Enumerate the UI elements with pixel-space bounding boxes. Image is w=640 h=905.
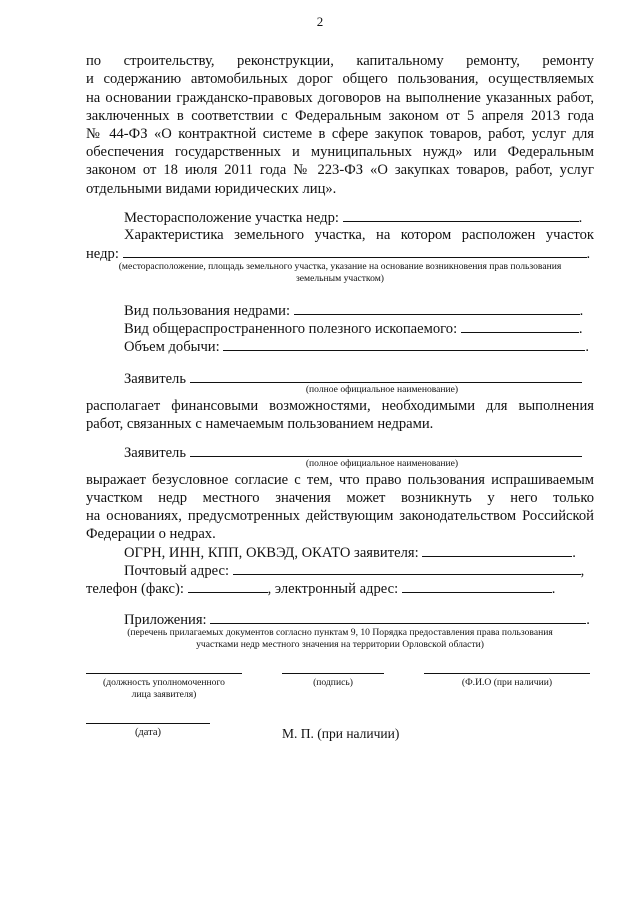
land-note-line-2: земельным участком) [296, 273, 384, 284]
mineral-label: Вид общераспространенного полезного ископаемого: [124, 321, 458, 337]
contacts-row: телефон (факс): , электронный адрес: . [86, 581, 556, 597]
position-caption-line-1: (должность уполномоченного [103, 677, 225, 688]
position-line[interactable] [86, 673, 242, 674]
fio-line[interactable] [424, 673, 590, 674]
finance-line: располагает финансовыми возможностями, необходимыми для выполнения [86, 398, 594, 414]
intro-line: обеспечения государственных и муниципальных нужд» или Федеральным [86, 144, 594, 160]
attachments-note [86, 627, 594, 651]
official-name-note-2: (полное официальное наименование) [305, 458, 459, 469]
attachments-note-line-1: (перечень прилагаемых документов согласно пунктам 9, 10 Порядка предоставления права пользования [127, 627, 553, 638]
applicant-label: Заявитель [124, 371, 186, 387]
attachments-row: Приложения: . [124, 612, 590, 628]
date-caption: (дата) [134, 727, 162, 738]
volume-row: Объем добычи: . [124, 339, 589, 355]
ogrn-row: ОГРН, ИНН, КПП, ОКВЭД, ОКАТО заявителя: . [124, 545, 576, 561]
location-field[interactable] [343, 208, 579, 222]
usage-type-row: Вид пользования недрами: . [124, 303, 584, 319]
applicant-name-field-2[interactable] [190, 443, 582, 457]
stamp-label: М. П. (при наличии) [282, 726, 400, 741]
official-name-note: (полное официальное наименование) [305, 384, 459, 395]
intro-line: заключенных в соответствии с Федеральным законом от 5 апреля 2013 года [86, 108, 594, 124]
position-caption-line-2: лица заявителя) [131, 689, 197, 700]
usage-type-field[interactable] [294, 301, 580, 315]
nedr-row: недр: . [86, 246, 591, 262]
page-number: 2 [316, 14, 324, 29]
volume-label: Объем добычи: [124, 339, 220, 355]
signature-line[interactable] [282, 673, 384, 674]
land-note [86, 261, 594, 285]
consent-line: Федерации о недрах. [86, 526, 216, 542]
date-line[interactable] [86, 723, 210, 724]
attachments-field[interactable] [210, 610, 586, 624]
consent-line: на основаниях, предусмотренных действующим законодательством Российской [86, 508, 594, 524]
postal-label: Почтовый адрес: [124, 563, 230, 579]
intro-line: законом от 18 июля 2011 года № 223-ФЗ «О закупках товаров, работ, услуг [86, 162, 594, 178]
consent-line: выражает безусловное согласие с тем, что право пользования испрашиваемым [86, 472, 594, 488]
fio-caption: (Ф.И.О (при наличии) [461, 677, 553, 688]
land-note-line-1: (месторасположение, площадь земельного участка, указание на основание возникновения прав пользования [118, 261, 562, 272]
applicant-label: Заявитель [124, 445, 186, 461]
position-caption [86, 677, 242, 701]
email-label: , электронный адрес: [267, 581, 399, 597]
mineral-field[interactable] [461, 319, 579, 333]
usage-type-label: Вид пользования недрами: [124, 303, 290, 319]
ogrn-field[interactable] [422, 543, 572, 557]
location-label: Месторасположение участка недр: [124, 210, 339, 226]
signature-caption: (подпись) [313, 677, 353, 688]
applicant-name-field[interactable] [190, 369, 582, 383]
intro-line: № 44-ФЗ «О контрактной системе в сфере закупок товаров, работ, услуг для [86, 126, 594, 142]
consent-line: участком недр местного значения может возникнуть у него только [86, 490, 594, 506]
finance-line: работ, связанных с намечаемым пользованием недрами. [86, 416, 434, 432]
intro-line: по строительству, реконструкции, капитальному ремонту, ремонту [86, 53, 594, 69]
attachments-note-line-2: участками недр местного значения на территории Орловской области) [196, 639, 484, 650]
phone-field[interactable] [188, 579, 268, 593]
intro-line: на основании гражданско-правовых договоров на выполнение указанных работ, [86, 90, 594, 106]
postal-row: Почтовый адрес: , [124, 563, 585, 579]
postal-field[interactable] [233, 561, 581, 575]
email-field[interactable] [402, 579, 552, 593]
volume-field[interactable] [223, 337, 585, 351]
intro-line: отдельными видами юридических лиц». [86, 181, 337, 197]
attachments-label: Приложения: [124, 612, 207, 628]
land-field[interactable] [123, 244, 587, 258]
nedr-label: недр: [86, 246, 119, 262]
intro-line: и содержанию автомобильных дорог общего пользования, осуществляемых [86, 71, 594, 87]
location-row: Месторасположение участка недр: . [124, 210, 583, 226]
phone-label: телефон (факс): [86, 581, 184, 597]
ogrn-label: ОГРН, ИНН, КПП, ОКВЭД, ОКАТО заявителя: [124, 545, 419, 561]
land-char-line: Характеристика земельного участка, на котором расположен участок [124, 227, 594, 243]
mineral-row: Вид общераспространенного полезного ископаемого: . [124, 321, 583, 337]
